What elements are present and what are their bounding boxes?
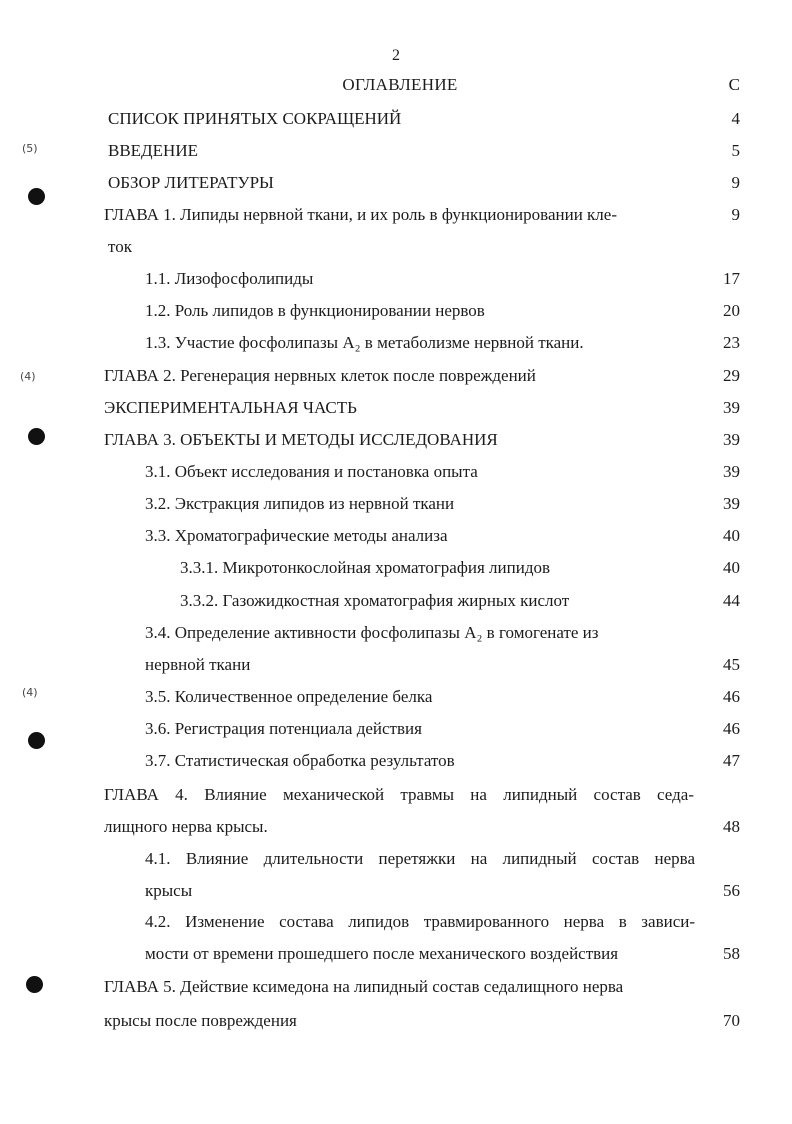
toc-entry-3-3-2: 3.3.2. Газожидкостная хроматография жирных кислот (180, 591, 570, 610)
toc-entry-experimental: ЭКСПЕРИМЕНТАЛЬНАЯ ЧАСТЬ (104, 398, 357, 417)
page-number: 2 (392, 47, 400, 64)
toc-entry-4-1-cont: крысы (145, 881, 193, 900)
toc-page-chapter-3: 39 (723, 430, 740, 449)
toc-entry-3-3-1: 3.3.1. Микротонкослойная хроматография липидов (180, 558, 550, 577)
punch-hole-3 (28, 732, 45, 749)
toc-entry-3-4: 3.4. Определение активности фосфолипазы A₂ в гомогенате из (145, 623, 599, 642)
toc-page-3-2: 39 (723, 494, 740, 513)
toc-entry-chapter-1: ГЛАВА 1. Липиды нервной ткани, и их роль в функционировании кле- (104, 205, 617, 224)
toc-page-3-3: 40 (723, 526, 740, 545)
toc-entry-3-2: 3.2. Экстракция липидов из нервной ткани (145, 494, 455, 513)
toc-page-abbreviations: 4 (731, 109, 740, 128)
toc-entry-3-5: 3.5. Количественное определение белка (145, 687, 433, 706)
toc-page-3-3-2: 44 (723, 591, 740, 610)
toc-page-3-5: 46 (723, 687, 740, 706)
toc-entry-3-6: 3.6. Регистрация потенциала действия (145, 719, 422, 738)
toc-entry-1-3: 1.3. Участие фосфолипазы A₂ в метаболизме нервной ткани. (145, 333, 584, 352)
toc-entry-3-7: 3.7. Статистическая обработка результатов (145, 751, 455, 770)
toc-entry-3-3: 3.3. Хроматографические методы анализа (145, 526, 448, 545)
toc-entry-introduction: ВВЕДЕНИЕ (108, 141, 198, 160)
toc-page-4-2: 58 (723, 944, 740, 963)
toc-entry-3-1: 3.1. Объект исследования и постановка опыта (145, 462, 478, 481)
toc-page-4-1: 56 (723, 881, 740, 900)
toc-page-1-1: 17 (723, 269, 740, 288)
punch-hole-4 (26, 976, 43, 993)
toc-entry-chapter-1-cont: ток (108, 237, 132, 256)
toc-entry-chapter-5: ГЛАВА 5. Действие ксимедона на липидный состав седалищного нерва (104, 977, 624, 996)
toc-entry-abbreviations: СПИСОК ПРИНЯТЫХ СОКРАЩЕНИЙ (108, 109, 402, 128)
toc-page-3-6: 46 (723, 719, 740, 738)
toc-page-chapter-5: 70 (723, 1011, 740, 1030)
toc-entry-chapter-4-cont: лищного нерва крысы. (104, 817, 268, 836)
toc-page-3-1: 39 (723, 462, 740, 481)
toc-entry-3-4-cont: нервной ткани (145, 655, 251, 674)
toc-entry-chapter-5-cont: крысы после повреждения (104, 1011, 297, 1030)
toc-entry-chapter-3: ГЛАВА 3. ОБЪЕКТЫ И МЕТОДЫ ИССЛЕДОВАНИЯ (104, 430, 498, 449)
toc-page-chapter-2: 29 (723, 366, 740, 385)
toc-page-1-3: 23 (723, 333, 740, 352)
toc-page-3-4: 45 (723, 655, 740, 674)
toc-page-introduction: 5 (731, 141, 740, 160)
toc-entry-1-1: 1.1. Лизофосфолипиды (145, 269, 314, 288)
punch-hole-1 (28, 188, 45, 205)
margin-mark-1: (5) (22, 142, 38, 155)
toc-page-experimental: 39 (723, 398, 740, 417)
toc-page-literature-review: 9 (731, 173, 740, 192)
toc-title: ОГЛАВЛЕНИЕ (342, 75, 458, 94)
margin-mark-2: (4) (20, 370, 36, 383)
toc-entry-1-2: 1.2. Роль липидов в функционировании нервов (145, 301, 485, 320)
toc-page-chapter-4: 48 (723, 817, 740, 836)
toc-page-1-2: 20 (723, 301, 740, 320)
toc-page-3-3-1: 40 (723, 558, 740, 577)
margin-mark-3: (4) (22, 686, 38, 699)
toc-entry-chapter-2: ГЛАВА 2. Регенерация нервных клеток после повреждений (104, 366, 536, 385)
toc-entry-chapter-4: ГЛАВА 4. Влияние механической травмы на липидный состав седа- (104, 785, 694, 804)
punch-hole-2 (28, 428, 45, 445)
toc-page-3-7: 47 (723, 751, 740, 770)
toc-page-chapter-1: 9 (731, 205, 740, 224)
toc-entry-4-2-cont: мости от времени прошедшего после механического воздействия (145, 944, 619, 963)
page-column-header: С (728, 75, 740, 94)
toc-entry-literature-review: ОБЗОР ЛИТЕРАТУРЫ (108, 173, 274, 192)
toc-entry-4-2: 4.2. Изменение состава липидов травмированного нерва в зависи- (145, 912, 695, 931)
toc-entry-4-1: 4.1. Влияние длительности перетяжки на липидный состав нерва (145, 849, 695, 868)
